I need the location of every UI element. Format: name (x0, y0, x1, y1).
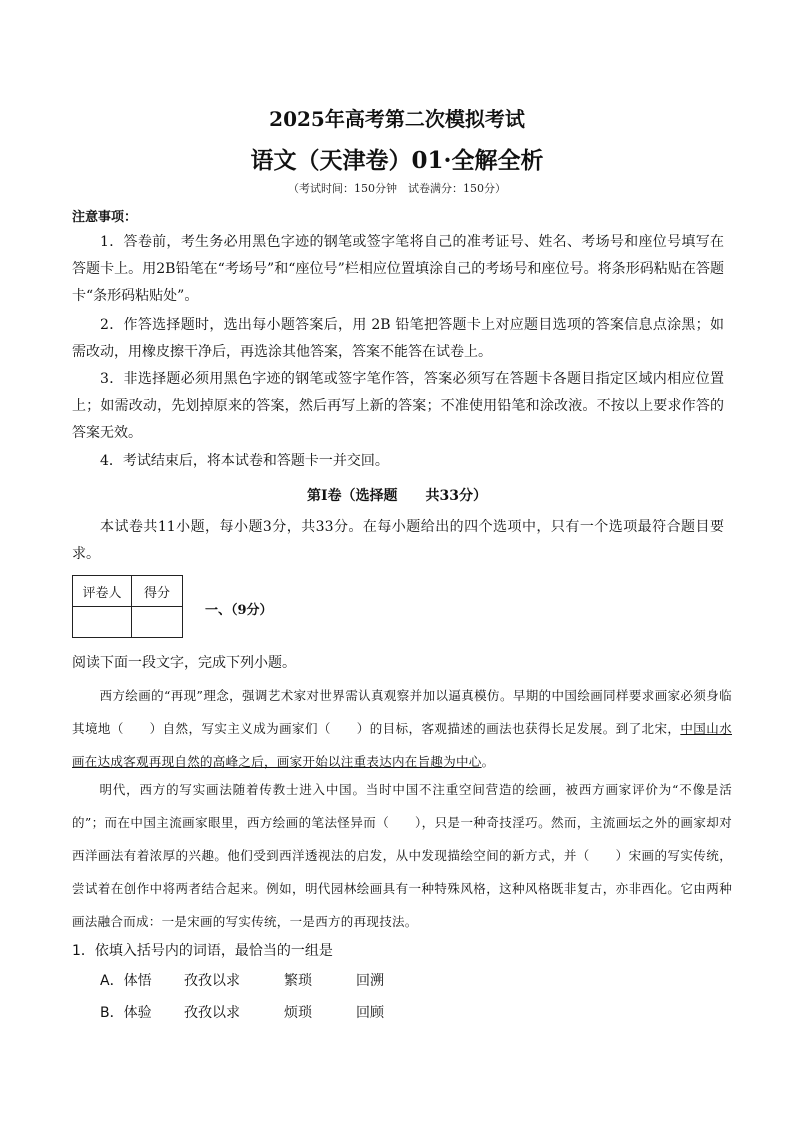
question-1-stem: 1．依填入括号内的词语，最恰当的一组是 (72, 943, 333, 959)
passage1-text-a: 西方绘画的“再现”理念，强调艺术家对世界需认真观察并加以逼真模仿。早期的中国绘画同样要求画家必须身临其境地（ ）自然，写实主义成为画家们（ ）的目标，客观描述的画法也获得长足发展。到了北宋， (72, 688, 732, 736)
option-b-word-2: 孜孜以求 (184, 1005, 240, 1021)
option-b-word-3: 烦琐 (284, 1005, 312, 1021)
exam-subtitle: 语文（天津卷）01·全解全析 (250, 147, 544, 174)
reading-instruction: 阅读下面一段文字，完成下列小题。 (72, 655, 296, 671)
question-1-option-b (100, 1002, 384, 1022)
notice-item-2: 2．作答选择题时，选出每小题答案后，用 2B 铅笔把答题卡上对应题目选项的答案信息点涂黑；如需改动，用橡皮擦干净后，再选涂其他答案，答案不能答在试卷上。 (72, 317, 724, 360)
option-a-word-1: A．体悟 (100, 973, 152, 989)
option-a-word-3: 繁琐 (284, 973, 312, 989)
notice-item-4: 4．考试结束后，将本试卷和答题卡一并交回。 (100, 453, 389, 469)
question-1-option-a (100, 970, 384, 990)
option-a-word-2: 孜孜以求 (184, 973, 240, 989)
exam-info: （考试时间：150分钟 试卷满分：150分） (288, 182, 506, 195)
score-cell (132, 607, 183, 638)
score-table (72, 575, 183, 638)
option-b-word-1: B．体验 (100, 1005, 152, 1021)
reviewer-cell (73, 607, 132, 638)
exam-title: 2025年高考第二次模拟考试 (269, 107, 525, 131)
passage-paragraph-2: 明代，西方的写实画法随着传教士进入中国。当时中国不注重空间营造的绘画，被西方画家评价为“不像是活的”；而在中国主流画家眼里，西方绘画的笔法怪异而（ ），只是一种奇技淫巧。然而，主流画坛之外的画家却对西洋画法有着浓厚的兴趣。他们受到西洋透视法的启发，从中发现描绘空间的新方式，并（ ）宋画的写实传统，尝试着在创作中将两者结合起来。例如，明代园林绘画具有一种特殊风格，这种风格既非复古，亦非西化。它由两种画法融合而成：一是宋画的写实传统，一是西方的再现技法。 (72, 782, 732, 929)
notice-title: 注意事项： (72, 210, 138, 225)
passage1-text-b: 。 (481, 754, 495, 769)
passage-paragraph-1 (72, 679, 732, 778)
part1-label: 一、（9分） (205, 603, 273, 618)
reviewer-label: 评卷人 (73, 576, 132, 607)
option-a-word-4: 回溯 (356, 973, 384, 989)
section-title: 第Ⅰ卷（选择题 共33分） (306, 488, 488, 504)
score-label: 得分 (132, 576, 183, 607)
passage1-underlined: 中国山水画在达成客观再现自然的高峰之后，画家开始以注重表达内在旨趣为中心 (72, 721, 732, 769)
option-b-word-4: 回顾 (356, 1005, 384, 1021)
notice-item-1: 1．答卷前，考生务必用黑色字迹的钢笔或签字笔将自己的准考证号、姓名、考场号和座位号填写在答题卡上。用2B铅笔在“考场号”和“座位号”栏相应位置填涂自己的考场号和座位号。将条形码粘贴在答题卡“条形码粘贴处”。 (72, 234, 724, 304)
section-intro: 本试卷共11小题，每小题3分，共33分。在每小题给出的四个选项中，只有一个选项最符合题目要求。 (72, 519, 724, 562)
notice-item-3: 3．非选择题必须用黑色字迹的钢笔或签字笔作答，答案必须写在答题卡各题目指定区域内相应位置上；如需改动，先划掉原来的答案，然后再写上新的答案；不准使用铅笔和涂改液。不按以上要求作答的答案无效。 (72, 371, 724, 441)
